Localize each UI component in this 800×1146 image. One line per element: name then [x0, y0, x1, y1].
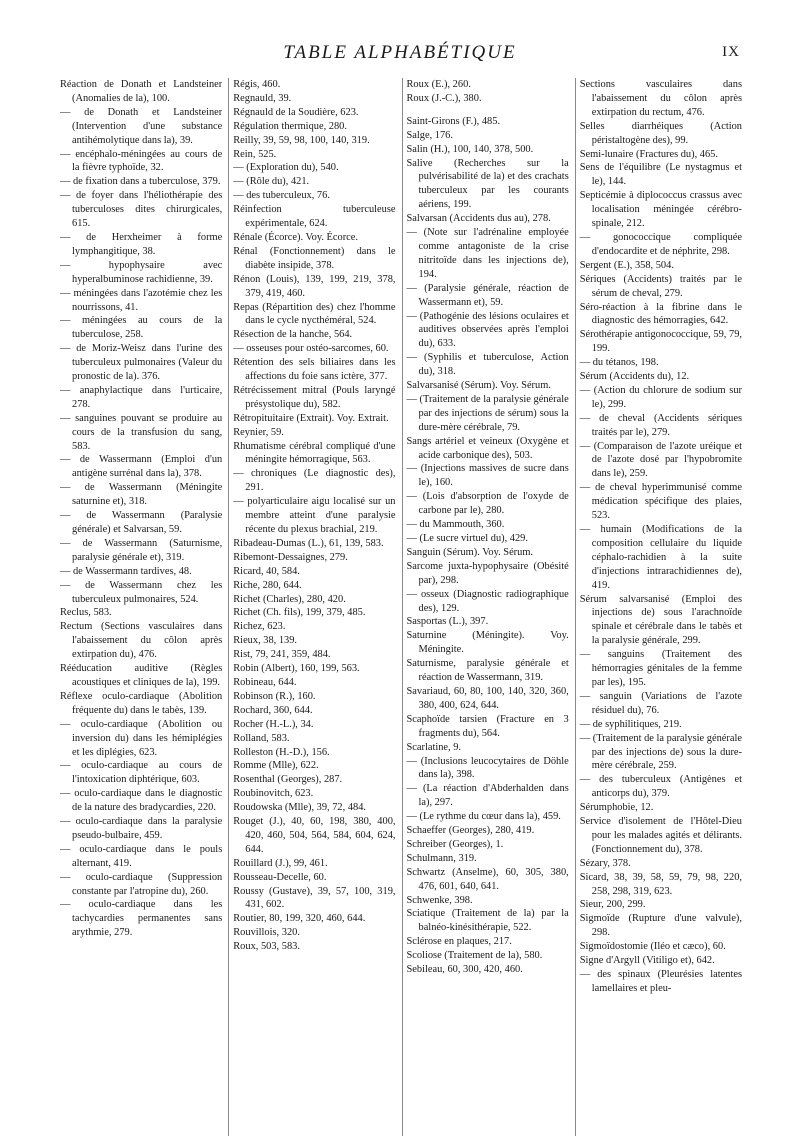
index-entry: Salvarsanisé (Sérum). Voy. Sérum. [406, 380, 551, 392]
index-entry: Rochard, 360, 644. [233, 704, 313, 716]
index-entry: — (Inclusions leucocytaires de Döhle dans la), 398. [406, 755, 569, 781]
index-entry: — (Le rythme du cœur dans la), 459. [406, 811, 561, 823]
index-entry: Rieux, 38, 139. [233, 635, 298, 647]
index-entry: Signe d'Argyll (Vitiligo et), 642. [579, 955, 715, 967]
index-entry: Roussy (Gustave), 39, 57, 100, 319, 431, 602. [233, 885, 396, 911]
index-entry: Saturnine (Méningite). Voy. Méningite. [406, 630, 569, 656]
index-entry: — oculo-cardiaque au cours de l'intoxication diphtérique, 603. [60, 760, 223, 786]
index-entry: — de Wassermann tardives, 48. [60, 565, 192, 577]
index-entry: — (La réaction d'Abderhalden dans la), 297. [406, 783, 569, 809]
index-entry: — oculo-cardiaque (Abolition ou inversion du) dans les hémiplégies et les diplégies, 623. [60, 718, 223, 758]
index-entry: Ribadeau-Dumas (L.), 61, 139, 583. [233, 537, 384, 549]
index-entry: — humain (Modifications de la composition cellulaire du liquide céphalo-rachidien à la suite d'injections intrarachidiennes de), 419. [579, 524, 742, 591]
index-entry: — méningées dans l'azotémie chez les nourrissons, 41. [60, 287, 223, 313]
index-entry: Salge, 176. [406, 129, 453, 141]
index-entry: Salin (H.), 100, 140, 378, 500. [406, 143, 534, 155]
index-entry: Reclus, 583. [60, 607, 112, 619]
index-entry: — (Action du chlorure de sodium sur le), 299. [579, 384, 742, 410]
index-entry: — encéphalo-méningées au cours de la fièvre typhoïde, 32. [60, 148, 223, 174]
index-entry: Repas (Répartition des) chez l'homme dans le cycle nycthéméral, 524. [233, 301, 396, 327]
index-entry: Richet (Ch. fils), 199, 379, 485. [233, 607, 366, 619]
index-entry: Scoliose (Traitement de la), 580. [406, 950, 543, 962]
index-entry: Sergent (E.), 358, 504. [579, 259, 674, 271]
index-column-4 [575, 78, 742, 1136]
index-entry: Scarlatine, 9. [406, 741, 462, 753]
index-entry: — (Traitement de la paralysie générale par des injections de sérum) sous la dure-mère cérébrale, 79. [406, 393, 569, 433]
index-entry: Rein, 525. [233, 148, 277, 160]
index-entry: Robin (Albert), 160, 199, 563. [233, 663, 360, 675]
index-entry: Régnauld de la Soudière, 623. [233, 106, 359, 118]
index-entry: Roux (E.), 260. [406, 79, 471, 90]
index-entry: — anaphylactique dans l'urticaire, 278. [60, 384, 223, 410]
index-entry: Rouvillois, 320. [233, 927, 300, 939]
index-entry: — de fixation dans a tuberculose, 379. [60, 176, 221, 188]
index-entry: Rolleston (H.-D.), 156. [233, 746, 330, 758]
index-entry: — de syphilitiques, 219. [579, 718, 682, 730]
index-entry: — (Rôle du), 421. [233, 176, 310, 188]
index-entry: — du Mammouth, 360. [406, 519, 505, 531]
index-entry: Reynier, 59. [233, 426, 284, 438]
index-entry: Rist, 79, 241, 359, 484. [233, 649, 331, 661]
index-entry: — de Wassermann chez les tuberculeux pulmonaires, 524. [60, 579, 223, 605]
index-entry: — chroniques (Le diagnostic des), 291. [233, 468, 396, 494]
index-entry: — (Injections massives de sucre dans le), 160. [406, 463, 569, 489]
index-entry: — (Le sucre virtuel du), 429. [406, 533, 528, 544]
index-entry: Rouget (J.), 40, 60, 198, 380, 400, 420, 460, 504, 564, 584, 604, 624, 644. [233, 816, 396, 855]
page-header [60, 42, 740, 70]
index-entry: Sanguin (Sérum). Voy. Sérum. [406, 546, 534, 558]
index-entry: Rénon (Louis), 139, 199, 219, 378, 379, 419, 460. [233, 273, 396, 299]
index-entry: Saturnisme, paralysie générale et réaction de Wassermann, 319. [406, 658, 569, 684]
index-entry: Sicard, 38, 39, 58, 59, 79, 98, 220, 258, 298, 319, 623. [579, 871, 742, 897]
index-entry: Sieur, 200, 299. [579, 899, 646, 911]
index-entry: Roux, 503, 583. [233, 941, 300, 953]
index-entry: Roux (J.-C.), 380. [406, 92, 482, 104]
index-entry: — gonococcique compliquée d'endocardite et de néphrite, 298. [579, 231, 742, 257]
index-entry: Routier, 80, 199, 320, 460, 644. [233, 913, 366, 925]
index-entry: Rénal (Fonctionnement) dans le diabète insipide, 378. [233, 245, 396, 271]
index-entry: — de cheval (Accidents sériques traités par le), 279. [579, 412, 742, 438]
index-entry: — (Paralysie générale, réaction de Wassermann et), 59. [406, 282, 569, 308]
index-entry: Rhumatisme cérébral compliqué d'une méningite hémorragique, 563. [233, 440, 396, 466]
index-entry: — des tuberculeux, 76. [233, 190, 330, 202]
index-entry: — méningées au cours de la tuberculose, 258. [60, 315, 223, 341]
index-entry: Sérum (Accidents du), 12. [579, 371, 690, 383]
index-entry: — osseux (Diagnostic radiographique des), 129. [406, 588, 569, 614]
index-entry: Rolland, 583. [233, 732, 290, 744]
index-entry: Réflexe oculo-cardiaque (Abolition fréquente du) dans le tabès, 139. [60, 690, 223, 716]
index-entry: Salvarsan (Accidents dus au), 278. [406, 213, 551, 225]
index-entry: Sciatique (Traitement de la) par la balnéo-kinésithérapie, 522. [406, 908, 569, 934]
index-entry: — hypophysaire avec hyperalbuminose rachidienne, 39. [60, 259, 223, 285]
index-entry: Rénale (Écorce). Voy. Écorce. [233, 231, 358, 243]
index-entry: Schwenke, 398. [406, 894, 473, 906]
index-entry: — (Note sur l'adrénaline employée comme antagoniste de la crise nitritoïde dans les injections de), 194. [406, 227, 569, 280]
index-entry: Schulmann, 319. [406, 852, 477, 864]
index-entry: — sanguines pouvant se produire au cours de la transfusion du sang, 583. [60, 412, 223, 452]
index-entry: Schwartz (Anselme), 60, 305, 380, 476, 601, 640, 641. [406, 866, 569, 892]
index-entry: — de Herxheimer à forme lymphangitique, 38. [60, 231, 223, 257]
index-entry: Septicémie à diplococcus crassus avec localisation méningée cérébro-spinale, 212. [579, 190, 742, 230]
index-entry: — des tuberculeux (Antigènes et anticorps du), 379. [579, 774, 742, 800]
index-column-3 [402, 78, 569, 1136]
index-entry: Rousseau-Decelle, 60. [233, 871, 327, 883]
index-entry: — de Wassermann (Méningite saturnine et), 318. [60, 482, 223, 508]
index-entry: Richet (Charles), 280, 420. [233, 593, 346, 605]
index-entry: Robinson (R.), 160. [233, 690, 316, 702]
index-entry: Salive (Recherches sur la pulvérisabilité de la) et des crachats tuberculeux par les courants aériens, 199. [406, 157, 569, 211]
index-entry: Sérum salvarsanisé (Emploi des injections de) sous l'arachnoïde spinale et cérébrale dans le tabès et la paralysie générale, 299. [579, 593, 742, 647]
index-entry: — oculo-cardiaque dans le diagnostic de la nature des bradycardies, 220. [60, 788, 223, 814]
index-entry: Ribemont-Dessaignes, 279. [233, 551, 348, 563]
index-entry: Reilly, 39, 59, 98, 100, 140, 319. [233, 134, 370, 146]
index-entry: — polyarticulaire aigu localisé sur un membre atteint d'une paralysie récente du plexus brachial, 219. [233, 496, 396, 535]
index-entry: Roubinovitch, 623. [233, 788, 314, 800]
index-entry: Service d'isolement de l'Hôtel-Dieu pour les malades agités et délirants. (Fonctionnement du), 378. [579, 816, 742, 855]
index-entry: Rétention des sels biliaires dans les affections du foie sans ictère, 377. [233, 357, 396, 383]
index-entry: Roudowska (Mlle), 39, 72, 484. [233, 802, 367, 814]
index-entry: — de foyer dans l'héliothérapie des tuberculoses dites chirurgicales, 615. [60, 190, 223, 230]
index-entry: Rétropituitaire (Extrait). Voy. Extrait. [233, 412, 389, 424]
index-entry: Résection de la hanche, 564. [233, 329, 353, 341]
index-entry: — de Moriz-Weisz dans l'urine des tuberculeux pulmonaires (Valeur du pronostic de la). 376. [60, 343, 223, 383]
index-entry: Scaphoïde tarsien (Fracture en 3 fragments du), 564. [406, 713, 569, 739]
index-entry: — sanguin (Variations de l'azote résiduel du), 76. [579, 690, 742, 716]
index-entry: Sebileau, 60, 300, 420, 460. [406, 964, 523, 976]
index-entry: Sézary, 378. [579, 857, 631, 869]
index-entry: Sections vasculaires dans l'abaissement du côlon après extirpation du rectum, 476. [579, 79, 742, 118]
index-entry: Savariaud, 60, 80, 100, 140, 320, 360, 380, 400, 624, 644. [406, 685, 569, 711]
index-entry: Séro-réaction à la fibrine dans le diagnostic des hémorragies, 642. [579, 301, 742, 327]
index-entry: — (Exploration du), 540. [233, 162, 339, 174]
index-entry: — de Wassermann (Emploi d'un antigène surrénal dans la), 378. [60, 454, 223, 480]
index-entry: Sérumphobie, 12. [579, 802, 654, 814]
index-entry: Rouillard (J.), 99, 461. [233, 857, 328, 869]
index-entry: Sangs artériel et veineux (Oxygène et acide carbonique des), 503. [406, 435, 569, 461]
index-entry: — du tétanos, 198. [579, 357, 659, 369]
page-title: TABLE ALPHABÉTIQUE [283, 42, 517, 63]
index-entry: Sérothérapie antigonococcique, 59, 79, 199. [579, 329, 742, 355]
index-entry: Sasportas (L.), 397. [406, 616, 489, 628]
index-columns [60, 78, 742, 1136]
index-entry: — des spinaux (Pleurésies latentes lamellaires et pleu- [579, 969, 742, 994]
index-entry: Sclérose en plaques, 217. [406, 936, 512, 948]
index-entry: Sigmoïde (Rupture d'une valvule), 298. [579, 913, 742, 939]
index-entry: — de Donath et Landsteiner (Intervention d'une substance antihémolytique dans la), 39. [60, 106, 223, 146]
index-entry: — (Pathogénie des lésions oculaires et auditives observées après l'emploi du), 633. [406, 310, 569, 350]
index-entry: Richez, 623. [233, 621, 286, 633]
index-entry: — de cheval hyperimmunisé comme médication spécifique des plaies, 523. [579, 482, 742, 522]
index-entry: Saint-Girons (F.), 485. [406, 115, 501, 127]
page-number: IX [722, 44, 740, 60]
index-entry: — oculo-cardiaque (Suppression constante par l'atropine du), 260. [60, 871, 223, 897]
index-entry: Sens de l'équilibre (Le nystagmus et le), 144. [579, 162, 742, 188]
index-entry: — sanguins (Traitement des hémorragies génitales de la femme par les), 195. [579, 649, 742, 688]
index-entry: Schaeffer (Georges), 280, 419. [406, 825, 535, 837]
index-entry: Riche, 280, 644. [233, 579, 302, 591]
index-entry: Sarcome juxta-hypophysaire (Obésité par), 298. [406, 560, 569, 586]
index-column-2 [228, 78, 395, 1136]
index-entry: — oculo-cardiaque dans la paralysie pseudo-bulbaire, 459. [60, 816, 223, 841]
index-entry: Rocher (H.-L.), 34. [233, 718, 314, 730]
index-entry: Schreiber (Georges), 1. [406, 838, 504, 850]
index-entry: Romme (Mlle), 622. [233, 760, 319, 772]
index-entry: Robineau, 644. [233, 676, 297, 688]
index-entry: Selles diarrhéiques (Action péristaltogène des), 99. [579, 120, 742, 146]
index-entry: Régulation thermique, 280. [233, 120, 347, 132]
index-entry: Sériques (Accidents) traités par le sérum de cheval, 279. [579, 273, 742, 299]
index-entry: Réaction de Donath et Landsteiner (Anomalies de la), 100. [60, 79, 223, 104]
index-entry: Régis, 460. [233, 79, 281, 90]
index-entry: Regnauld, 39. [233, 92, 292, 104]
index-entry: — oculo-cardiaque dans les tachycardies permanentes sans arythmie, 279. [60, 899, 223, 939]
index-entry: — de Wassermann (Saturnisme, paralysie générale et), 319. [60, 537, 223, 563]
index-entry: — osseuses pour ostéo-sarcomes, 60. [233, 343, 389, 355]
index-entry: Réinfection tuberculeuse expérimentale, 624. [233, 204, 396, 230]
index-entry: Semi-lunaire (Fractures du), 465. [579, 148, 718, 160]
index-entry: Rétrécissement mitral (Pouls laryngé présystolique du), 582. [233, 384, 396, 410]
index-column-1 [60, 78, 222, 1136]
index-entry: — de Wassermann (Paralysie générale) et Salvarsan, 59. [60, 510, 223, 535]
index-entry: Rectum (Sections vasculaires dans l'abaissement du côlon après extirpation du), 476. [60, 621, 223, 661]
index-entry: — (Comparaison de l'azote uréique et de l'azote dosé par l'hypobromite dans le), 259. [579, 440, 742, 480]
index-entry: Sigmoïdostomie (Iléo et cæco), 60. [579, 941, 726, 953]
index-entry: Ricard, 40, 584. [233, 565, 300, 577]
index-entry: — oculo-cardiaque dans le pouls alternant, 419. [60, 843, 223, 869]
index-entry: — (Traitement de la paralysie générale par des injections de) sous la dure-mère cérébrale, 259. [579, 732, 742, 772]
index-entry: — (Lois d'absorption de l'oxyde de carbone par le), 280. [406, 491, 569, 517]
index-entry: — (Syphilis et tuberculose, Action du), 318. [406, 352, 569, 378]
index-entry: Rosenthal (Georges), 287. [233, 774, 343, 786]
index-entry: Rééducation auditive (Règles acoustiques et cliniques de la), 199. [60, 663, 223, 688]
